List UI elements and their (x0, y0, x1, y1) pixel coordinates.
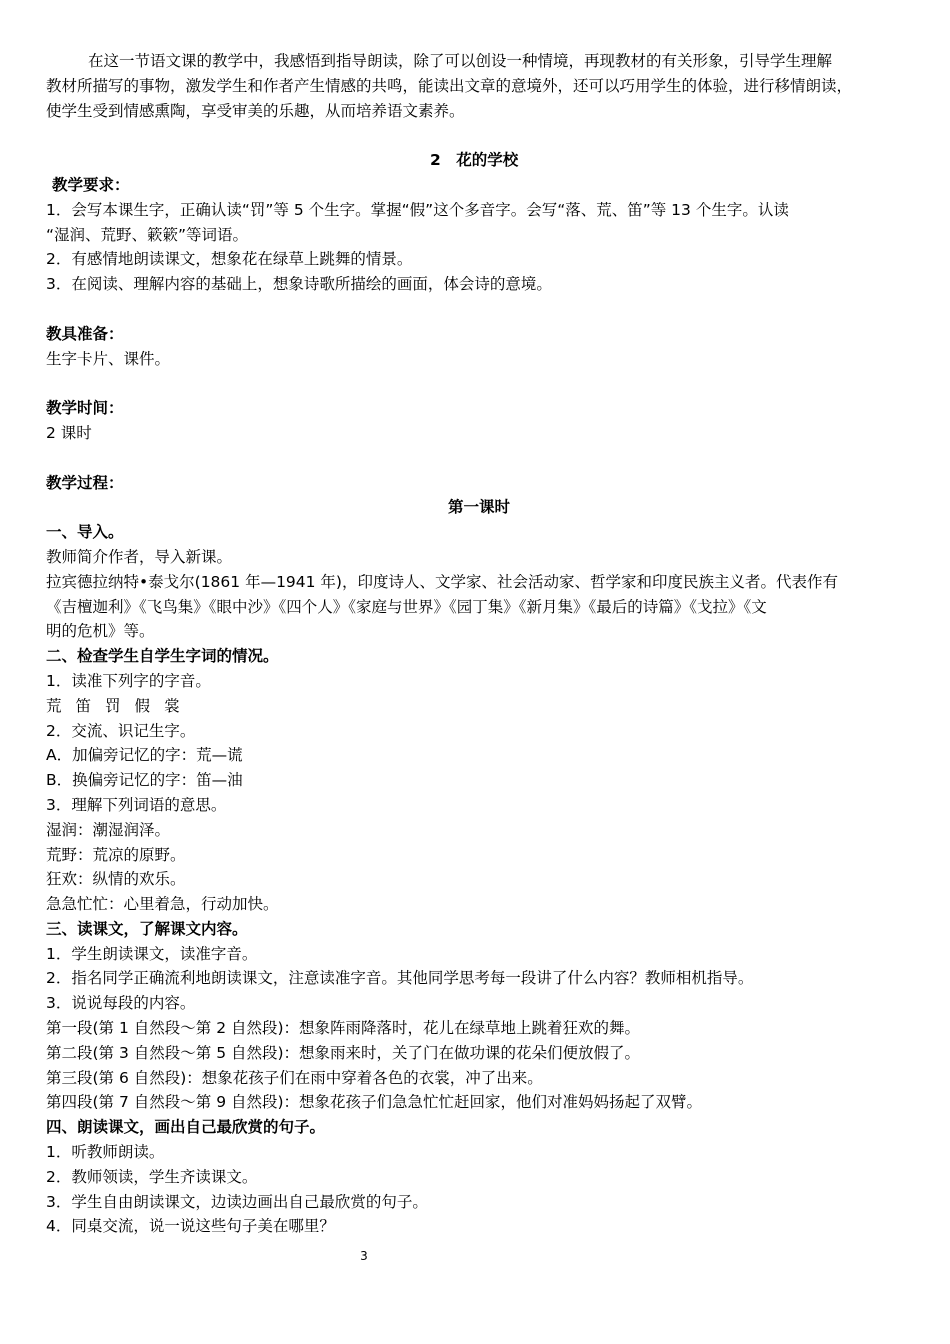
section-heading: 三、读课文，了解课文内容。 (46, 919, 248, 938)
section-line: 1．听教师朗读。 (46, 1143, 165, 1162)
section-line: 急急忙忙：心里着急，行动加快。 (46, 895, 279, 914)
section-line: 拉宾德拉纳特•泰戈尔(1861 年—1941 年)，印度诗人、文学家、社会活动家、哲学家和印度民族主义者。代表作有 (46, 572, 838, 591)
requirements-heading: 教学要求： (52, 175, 130, 194)
period-title: 第一课时 (447, 498, 510, 517)
requirement-item: “湿润、荒野、簌簌”等词语。 (46, 225, 249, 244)
section-line: 1．读准下列字的字音。 (46, 671, 211, 690)
section-line: 荒野：荒凉的原野。 (46, 845, 186, 864)
section-line: 第二段(第 3 自然段～第 5 自然段)：想象雨来时，关了门在做功课的花朵们便放假了。 (46, 1043, 641, 1062)
section-line: 教师简介作者，导入新课。 (46, 547, 233, 566)
character: 笛 (75, 696, 92, 715)
character: 假 (134, 696, 151, 715)
process-heading: 教学过程： (46, 473, 124, 492)
requirement-item: 1．会写本课生字，正确认读“罚”等 5 个生字。掌握“假”这个多音字。会写“落、荒、笛”等 13 个生字。认读 (46, 200, 789, 219)
document-body (46, 49, 912, 1239)
intro-paragraph (46, 49, 912, 123)
section-line: 4．同桌交流，说一说这些句子美在哪里？ (46, 1217, 335, 1236)
time-text: 2 课时 (46, 423, 92, 442)
section-line: 2．教师领读，学生齐读课文。 (46, 1167, 258, 1186)
section-line: 1．学生朗读课文，读准字音。 (46, 944, 258, 963)
page-number: 3 (360, 1249, 368, 1263)
section-line: 3．学生自由朗读课文，边读边画出自己最欣赏的句子。 (46, 1192, 428, 1211)
section-line: 3．理解下列词语的意思。 (46, 795, 227, 814)
character: 裳 (164, 696, 180, 715)
section-1 (46, 520, 912, 644)
section-heading: 二、检查学生自学生字词的情况。 (46, 647, 279, 666)
section-2 (46, 644, 912, 917)
section-line: A．加偏旁记忆的字：荒—谎 (46, 746, 243, 765)
intro-line: 使学生受到情感熏陶，享受审美的乐趣，从而培养语文素养。 (46, 101, 465, 120)
character: 罚 (105, 696, 121, 715)
section-3 (46, 917, 912, 1115)
tools-heading: 教具准备： (46, 324, 124, 343)
requirement-item: 2．有感情地朗读课文，想象花在绿草上跳舞的情景。 (46, 250, 413, 269)
requirements-list (46, 198, 912, 297)
character: 荒 (46, 696, 62, 715)
section-4 (46, 1115, 912, 1239)
intro-line: 教材所描写的事物，激发学生和作者产生情感的共鸣，能读出文章的意境外，还可以巧用学生的体验，进行移情朗读， (46, 76, 853, 95)
section-line: 第一段(第 1 自然段～第 2 自然段)：想象阵雨降落时，花儿在绿草地上跳着狂欢的舞。 (46, 1019, 641, 1038)
requirement-item: 3．在阅读、理解内容的基础上，想象诗歌所描绘的画面，体会诗的意境。 (46, 275, 552, 294)
time-heading: 教学时间： (46, 399, 124, 418)
section-line: 3．说说每段的内容。 (46, 994, 196, 1013)
intro-line: 在这一节语文课的教学中，我感悟到指导朗读，除了可以创设一种情境，再现教材的有关形象，引导学生理解 (88, 52, 833, 70)
section-line: 湿润：潮湿润泽。 (46, 820, 171, 839)
section-heading: 四、朗读课文，画出自己最欣赏的句子。 (46, 1118, 326, 1137)
section-line: 明的危机》等。 (46, 622, 155, 641)
section-line: 第三段(第 6 自然段)：想象花孩子们在雨中穿着各色的衣裳，冲了出来。 (46, 1068, 543, 1087)
section-line: 2．指名同学正确流利地朗读课文，注意读准字音。其他同学思考每一段讲了什么内容？教师相机指导。 (46, 969, 754, 988)
section-line: 狂欢：纵情的欢乐。 (46, 870, 186, 889)
section-line: 2．交流、识记生字。 (46, 721, 196, 740)
section-line: B．换偏旁记忆的字：笛—油 (46, 771, 243, 790)
section-line: 《吉檀迦利》《飞鸟集》《眼中沙》《四个人》《家庭与世界》《园丁集》《新月集》《最后的诗篇》《戈拉》《文 (46, 597, 767, 616)
lesson-title: 2 花的学校 (430, 151, 519, 170)
section-line: 第四段(第 7 自然段～第 9 自然段)：想象花孩子们急急忙忙赶回家，他们对准妈妈扬起了双臂。 (46, 1093, 703, 1112)
section-heading: 一、导入。 (46, 523, 124, 542)
tools-text: 生字卡片、课件。 (46, 349, 171, 368)
character-list (46, 694, 912, 719)
